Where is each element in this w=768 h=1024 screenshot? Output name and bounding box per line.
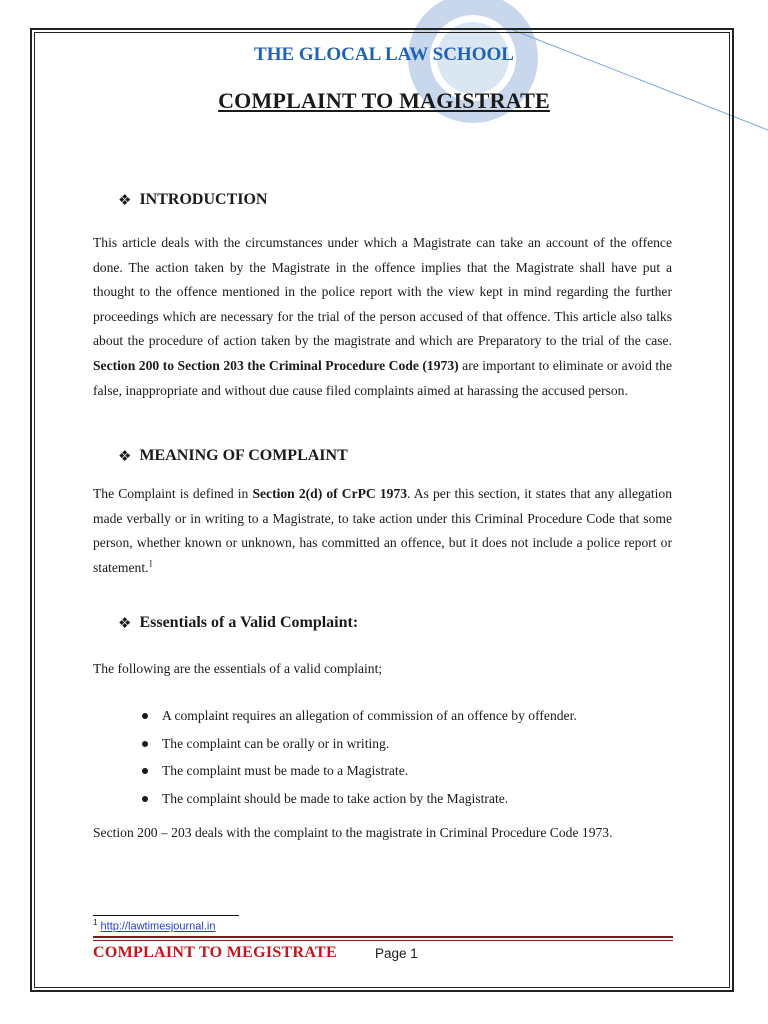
footer-rule [93, 936, 673, 938]
footnote-separator [93, 915, 239, 916]
list-item: The complaint can be orally or in writing. [140, 730, 577, 758]
essentials-heading-text: Essentials of a Valid Complaint: [139, 614, 359, 631]
diamond-bullet-icon: ❖ [118, 191, 132, 209]
list-item: A complaint requires an allegation of commission of an offence by offender. [140, 702, 577, 730]
introduction-heading-text: INTRODUCTION [139, 191, 268, 208]
footnote-number: 1 [93, 918, 98, 927]
list-item: The complaint must be made to a Magistrate. [140, 757, 577, 785]
meaning-text-end: . As per this section, it states that any allegation made verbally or in writing to a Magistrate, to take action under this Criminal Procedure Code that some person, whether known or unknown, has committed an offence, but it does not include a police report or statement. [93, 486, 672, 575]
meaning-text: The Complaint is defined in [93, 486, 249, 501]
introduction-heading [118, 191, 267, 209]
footer-rule-thin [93, 940, 673, 941]
page-number: Page 1 [375, 946, 418, 961]
list-item: The complaint should be made to take action by the Magistrate. [140, 785, 577, 813]
footnote [93, 918, 215, 933]
school-name: THE GLOCAL LAW SCHOOL [254, 44, 514, 65]
meaning-section-ref: Section 2(d) of CrPC 1973 [252, 486, 408, 501]
meaning-heading [118, 447, 348, 465]
introduction-text-end: are important to eliminate or avoid the false, inappropriate and without due cause filed complaints aimed at harassing the accused person. [93, 357, 672, 398]
introduction-section-ref: Section 200 to Section 203 the Criminal Procedure Code (1973) [93, 357, 459, 373]
essentials-list [140, 702, 577, 812]
introduction-paragraph [93, 231, 672, 403]
footnote-marker[interactable]: 1 [148, 558, 153, 569]
essentials-intro-text: The following are the essentials of a valid complaint; [93, 661, 383, 676]
essentials-intro [93, 657, 672, 682]
meaning-heading-text: MEANING OF COMPLAINT [139, 447, 348, 464]
essentials-heading [118, 614, 358, 632]
introduction-text: This article deals with the circumstances under which a Magistrate can take an account of the offence done. The action taken by the Magistrate in the offence implies that the Magistrate shall have put a thought to the offence mentioned in the police report with the view kept in mind regarding the further proceedings which are necessary for the trial of the person accused of that offence. This article also talks about the procedure of action taken by the magistrate and which are Preparatory to the trial of the case. [93, 235, 672, 349]
document-title: COMPLAINT TO MAGISTRATE [218, 88, 550, 113]
closing-paragraph [93, 821, 672, 846]
meaning-paragraph [93, 482, 672, 580]
footnote-link[interactable]: http://lawtimesjournal.in [100, 920, 216, 933]
diamond-bullet-icon: ❖ [118, 447, 132, 465]
diamond-bullet-icon: ❖ [118, 614, 132, 632]
footer-title: COMPLAINT TO MEGISTRATE [93, 944, 337, 961]
closing-text: Section 200 – 203 deals with the complaint to the magistrate in Criminal Procedure Code 1973. [93, 825, 613, 840]
